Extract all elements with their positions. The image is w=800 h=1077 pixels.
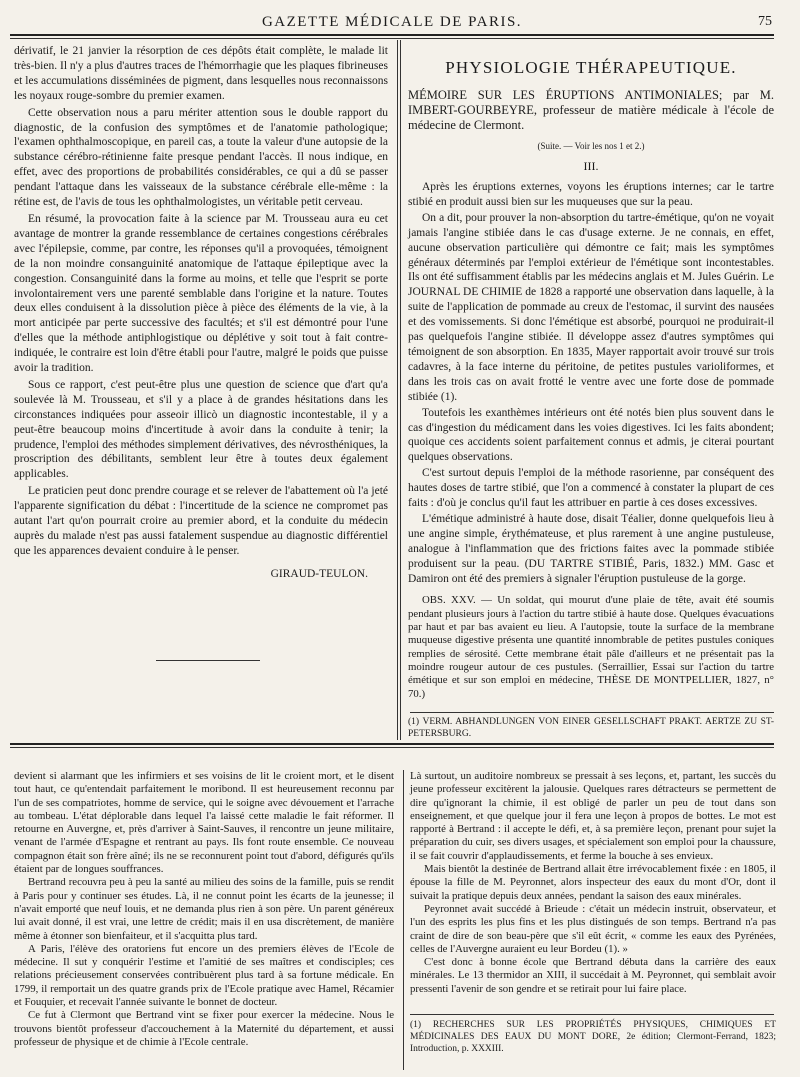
bottom-footnote-rule: [410, 1014, 774, 1015]
feuilleton-paragraph: devient si alarmant que les infirmiers et ses voisins de lit le croient mort, et le disent tout haut, ce qu'entendait parfaitement le moribond. Il est heureusement reconnu par l'un de ses compatriotes, homme de service, qui le soigne avec dévouement et l'arrache au tombeau. L'état déplorable dans lequel l'a laissé cette maladie le fait réformer. Il retourne en Auvergne, et, près d'arriver à Saint-Sauves, il rencontre un jeune militaire, venant de l'armée d'Espagne et rentrant au pays. Ils font route ensemble. Ce nouveau compagnon était son frère aîné; ils ne se reconnurent point tout d'abord, défigurés qu'ils étaient par de longues souffrances.: [14, 770, 394, 876]
left-column: [14, 44, 388, 582]
right-footnote: (1) VERM. ABHANDLUNGEN VON EINER GESELLSCHAFT PRAKT. AERTZE ZU ST-PETERSBURG.: [408, 717, 774, 739]
memoire-heading: MÉMOIRE SUR LES ÉRUPTIONS ANTIMONIALES; par M. IMBERT-GOURBEYRE, professeur de matière médicale à l'école de médecine de Clermont.: [408, 88, 774, 132]
chapter-number: III.: [583, 159, 599, 173]
end-rule: [156, 660, 260, 661]
feuilleton-paragraph: C'est donc à bonne école que Bertrand débuta dans la carrière des eaux minérales. Le 13 thermidor an XIII, il succédait à M. Peyronnet, qui semblait avoir pressenti l'avenir de son gendre et se retirait pour lui faire place.: [410, 956, 776, 995]
suite-note: (Suite. — Voir les nos 1 et 2.): [537, 141, 645, 151]
bottom-column-divider: [403, 770, 404, 1070]
right-paragraph: On a dit, pour prouver la non-absorption du tartre-émétique, qu'on ne voyait jamais l'angine stibiée dans le cas d'usage externe. Je ne connais, en effet, aucune observation particulière qui démontre ce fait; mais les symptômes généraux déterminés par l'emploi extérieur de l'émétique sont incontestables. Ils ont été suffisamment établis par les médecins anglais et M. Jules Guérin. Le JOURNAL DE CHIMIE de 1828 a rapporté une observation dans laquelle, à la suite de l'application de pommade au creux de l'estomac, il survint des nausées et des vomissements. Si donc l'émétique est absorbé, pourquoi ne produirait-il pas quelquefois l'angine stibiée. Il développe assez d'autres symptômes qui témoignent de son absorption. En 1835, Mayer rapportait avoir trouvé sur trois cadavres, à la face interne du péritoine, de petites pustules varioliformes, et dans les trois cas on avait frotté le ventre avec une forte dose de pommade stibiée (1).: [408, 211, 774, 403]
column-divider: [397, 40, 398, 740]
left-paragraph: Le praticien peut donc prendre courage et se relever de l'abattement où l'a jeté l'apparente signification du débat : l'incertitude de la science ne compromet pas autant l'art qu'on pourrait croire au premier abord, et la conduite du médecin auprès du malade n'est pas aussi fatalement suspendue au diagnostic différentiel que les apparences devaient conduire à le penser.: [14, 485, 388, 557]
feuilleton-paragraph: Bertrand recouvra peu à peu la santé au milieu des soins de la famille, puis se rendit à Paris pour y continuer ses études. Là, il ne connut point les écarts de la jeunesse; il n'avait emporté que neuf louis, et ne demanda plus rien à son père. Un parent généreux lui avait donné, il est vrai, une lettre de crédit; mais il en usa discrètement, de manière même à étonner son bienfaiteur, et il s'acquitta plus tard.: [14, 876, 394, 942]
bottom-right-footnote: (1) RECHERCHES SUR LES PROPRIÉTÉS PHYSIQUES, CHIMIQUES ET MÉDICINALES DES EAUX DU MONT DORE, 2e édition; Clermont-Ferrand, 1823; Introduction, p. XXXIII.: [410, 1020, 776, 1054]
journal-title: GAZETTE MÉDICALE DE PARIS.: [261, 14, 523, 30]
section-separator: [10, 743, 774, 745]
right-paragraph: C'est surtout depuis l'emploi de la méthode rasorienne, par conséquent des hautes doses de tartre stibié, que l'on a commencé à constater la plupart de ces faits : d'où je conclus qu'il faut les attribuer en partie à ces doses excessives.: [408, 467, 774, 510]
column-divider-double: [400, 40, 401, 740]
page-header: [10, 12, 774, 36]
feuilleton-paragraph: Là surtout, un auditoire nombreux se pressait à ses leçons, et, partant, les succès du jeune professeur excitèrent la jalousie. Quelques rares détracteurs se permettent de dire qu'ignorant la chimie, il est obligé de parler un peu de tout dans son enseignement, et que quelque jour il fera une leçon à propos de bottes. Le mot est rapporté à Bertrand : il accepte le défi, et, à sa première leçon, prenant pour sujet la préparation du cuir, ses divers usages, et spécialement son emploi pour la chaussure, il se fait couvrir d'applaudissements, et ferme la bouche à ses envieux.: [410, 770, 776, 862]
author-signature: GIRAUD-TEULON.: [270, 567, 368, 580]
observation-text: OBS. XXV. — Un soldat, qui mourut d'une plaie de tête, avait été soumis pendant plusieurs jours à l'action du tartre stibié à haute dose. Quelques évacuations par haut et par bas avaient eu lieu. A l'autopsie, toute la surface de la membrane muqueuse digestive présenta une quantité innombrable de petites pustules coniques remplies de sérosité. Cette membrane était pâle d'ailleurs et ne présentait pas la moindre rougeur autour de ces pustules. (Serraillier, Essai sur l'action du tartre émétique et sur son emploi en médecine, THÈSE DE MONTPELLIER, 1827, n° 70.): [408, 594, 774, 700]
footnote-rule: [410, 712, 774, 713]
right-column: [408, 58, 774, 701]
left-paragraph: Sous ce rapport, c'est peut-être plus une question de science que d'art qu'a soulevée là M. Trousseau, et s'il y a place à de grandes hésitations dans les circonstances indiquées pour asseoir illicò un diagnostic incontestable, il y a peut-être beaucoup moins d'incertitude à avoir dans la conduite à tenir; la prudence, l'emploi des méthodes simplement dérivatives, des névrosthéniques, la proscription des débilitants, semblent leur être à toutes deux également applicables.: [14, 378, 388, 481]
left-paragraph: dérivatif, le 21 janvier la résorption de ces dépôts était complète, le malade lit très-bien. Il n'y a plus d'autres traces de l'hémorrhagie que les plaques fibrineuses et les accumulations disséminées de pigment, dans lesquelles nous reconnaissons les noyaux rouge-sombre du premier examen.: [14, 45, 388, 102]
bottom-right-column: [410, 770, 776, 996]
left-paragraph: En résumé, la provocation faite à la science par M. Trousseau aura eu cet avantage de montrer la grande ressemblance de certaines congestions cérébrales avec l'épilepsie, comme, par contre, les réponses qu'il a provoquées, témoignent de la non moindre consanguinité anatomique de l'attaque épileptique avec la congestion. Consanguinité dans la forme au moins, et telle que l'esprit se porte involontairement vers une parenté semblable dans l'origine et la nature. Toutes deux elles conduisent à la dissolution pièce à pièce des éléments de la vie, à la mort anticipée par perte successive des facultés; et s'il est démontré pour l'une d'elles que la méthode antiphlogistique ou déplétive y soit tout à fait contre-indiquée, le contraire est loin d'être établi pour l'autre, malgré le poids que puisse avoir la tradition.: [14, 212, 388, 375]
right-paragraph: L'émétique administré à haute dose, disait Téalier, donne quelquefois lieu à une angine simple, érythémateuse, et plus rarement à une angine pustuleuse, analogue à l'inflammation que des frictions faites avec la pommade stibiée produisent sur la peau. (DU TARTRE STIBIÉ, Paris, 1832.) MM. Gasc et Damiron ont été des premiers à signaler l'éruption pustuleuse de la gorge.: [408, 512, 774, 585]
left-paragraph: Cette observation nous a paru mériter attention sous le double rapport du diagnostic, de la confusion des symptômes et de l'anatomie pathologique; l'examen ophthalmoscopique, en pareil cas, a toute la valeur d'une autopsie de la substance cérébro-rétinienne faite presque pendant l'accès. Il nous indique, en effet, avec des proportions de probabilités considérables, ce qui a dû se passer pendant l'attaque dans les vaisseaux de la substance cérébrale elle-même : la rétine est, de l'avis de tous les ophthalmologistes, un véritable petit cerveau.: [14, 106, 388, 209]
bottom-left-column: [14, 770, 394, 1049]
right-paragraph: Toutefois les exanthèmes intérieurs ont été notés bien plus souvent dans le cas d'ingestion du médicament dans les voies digestives. Ici les faits abondent; quoique ces accidents soient parfaitement connus et admis, je citerai pourtant quelques observations.: [408, 406, 774, 464]
feuilleton-paragraph: Peyronnet avait succédé à Brieude : c'était un médecin instruit, observateur, et l'un des esprits les plus fins et les plus distingués de son temps. Bertrand n'a pas craint de dire de son beau-père que s'il eût écrit, « comme les eaux des Pyrénées, celles de l'Auvergne auraient eu leur Bordeu (1). »: [410, 902, 776, 955]
feuilleton-paragraph: Ce fut à Clermont que Bertrand vint se fixer pour exercer la médecine. Nous le trouvons bientôt professeur d'accouchement à la Maternité du département, et aussi professeur de physique et de chimie à l'Ecole centrale.: [14, 1009, 394, 1048]
feuilleton-paragraph: A Paris, l'élève des oratoriens fut encore un des premiers élèves de l'Ecole de médecine. Il sut y conquérir l'estime et l'amitié de ses maîtres et condisciples; ces relations précieusement conservées contribuèrent plus tard à sa fortune médicale. En 1799, il remportait un des quatre grands prix de l'Ecole pratique avec Hamel, Récamier et Fouquier, et recevait l'année suivante le bonnet de docteur.: [14, 942, 394, 1009]
section-separator-thin: [10, 747, 774, 748]
header-rule: [10, 38, 774, 39]
section-title: PHYSIOLOGIE THÉRAPEUTIQUE.: [445, 58, 737, 77]
right-paragraph: Après les éruptions externes, voyons les éruptions internes; car le tartre stibié en produit aussi bien sur les muqueuses que sur la peau.: [408, 181, 774, 208]
feuilleton-paragraph: Mais bientôt la destinée de Bertrand allait être irrévocablement fixée : en 1805, il épouse la fille de M. Peyronnet, alors inspecteur des eaux du mont d'Or, dont il suivait la pratique depuis deux années, pendant la saison des eaux minérales.: [410, 863, 776, 902]
page-number: 75: [758, 14, 772, 29]
